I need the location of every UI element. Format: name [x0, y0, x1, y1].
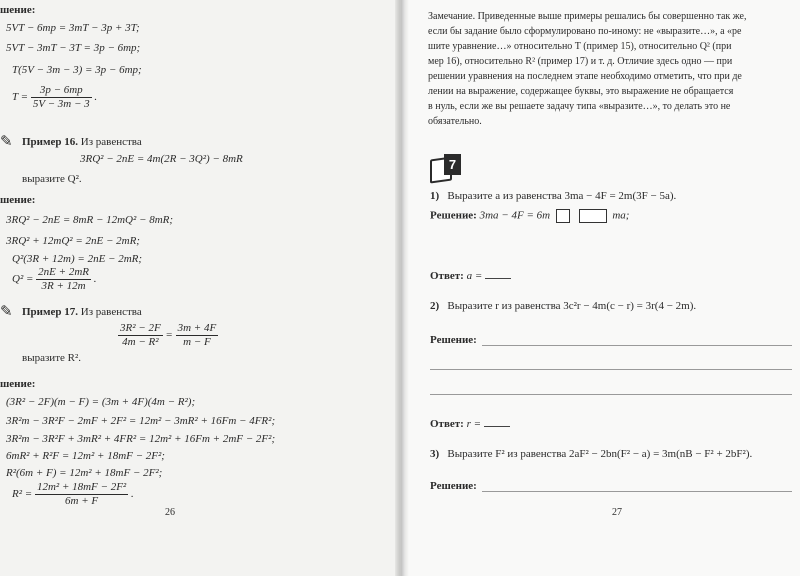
result-lhs: T =	[12, 91, 29, 104]
exercise-number: 2)	[430, 300, 440, 312]
answer-box[interactable]	[579, 209, 607, 223]
solution-label: Решение:	[430, 209, 477, 222]
result-lhs: R² =	[12, 488, 33, 501]
exercise-1-solution	[430, 209, 629, 223]
exercise-2-answer	[430, 416, 510, 431]
fraction-denominator: 4m − R²	[122, 336, 159, 348]
solution-line: 5VT − 6mp = 3mT − 3p + 3T;	[6, 22, 140, 34]
solution-result	[12, 84, 97, 111]
solution-text: 3ma − 4F = 6m	[479, 209, 551, 222]
answer-line[interactable]	[430, 394, 792, 395]
solution-line: 3RQ² − 2nE = 8mR − 12mQ² − 8mR;	[6, 214, 174, 226]
exercise-number: 1)	[430, 190, 440, 202]
solution-line: 3R²m − 3R²F − 2mF + 2F² = 12m² − 3mR² + 16Fm − 4FR²;	[6, 415, 276, 427]
fraction-numerator: 12m² + 18mF − 2F²	[36, 481, 127, 493]
equation-lhs-fraction	[118, 322, 163, 349]
example-17-heading	[22, 306, 142, 319]
solution-line: R²(6m + F) = 12m² + 18mF − 2F²;	[6, 467, 163, 479]
note-line: если бы задание было сформулировано по-иному: не «выразите…», а «ре	[428, 26, 742, 37]
result-end: .	[94, 91, 98, 104]
example-text: Из равенства	[80, 136, 142, 148]
solution-line: 3R²m − 3R²F + 3mR² + 4FR² = 12m² + 16Fm + 2mF − 2F²;	[6, 433, 276, 445]
solution-label: Решение:	[430, 334, 477, 346]
solution-line: 5VT − 3mT − 3T = 3p − 6mp;	[6, 42, 141, 54]
exercise-text: Выразите a из равенства 3ma − 4F = 2m(3F − 5a).	[447, 190, 677, 202]
answer-line[interactable]	[482, 491, 792, 492]
solution-line: 6mR² + R²F = 12m² + 18mF − 2F²;	[6, 450, 165, 462]
result-fraction	[31, 84, 92, 111]
fraction-denominator: m − F	[183, 336, 211, 348]
example-task: выразите R².	[22, 352, 82, 364]
exercise-1-answer	[430, 268, 511, 283]
note-line: шите уравнение…» относительно T (пример 15), относительно Q² (при	[428, 41, 732, 52]
task-number: 7	[444, 154, 461, 175]
example-equation: 3RQ² − 2nE = 4m(2R − 3Q²) − 8mR	[80, 153, 243, 165]
note-line: в нуль, если же вы решаете задачу типа «выразите…», то делать это не	[428, 101, 731, 112]
right-page	[400, 0, 800, 576]
fraction-denominator: 3R + 12m	[41, 280, 86, 292]
example-16-heading	[22, 136, 142, 149]
example-title: Пример 17.	[22, 306, 79, 318]
answer-blank[interactable]	[485, 268, 511, 279]
pencil-icon: ✎	[0, 304, 13, 320]
note-line: обязательно.	[428, 116, 482, 127]
fraction-numerator: 3m + 4F	[177, 322, 217, 334]
fraction-numerator: 2nE + 2mR	[38, 266, 89, 278]
exercise-text: Выразите r из равенства 3c²r − 4m(c − r) = 3r(4 − 2m).	[447, 300, 697, 312]
answer-blank[interactable]	[484, 416, 510, 427]
solution-tail: ma;	[612, 209, 630, 222]
book-gutter	[395, 0, 409, 576]
example-title: Пример 16.	[22, 136, 79, 148]
exercise-2	[430, 300, 696, 313]
note-line: Замечание. Приведенные выше примеры решались бы совершенно так же,	[428, 11, 747, 22]
pencil-icon: ✎	[0, 134, 13, 150]
answer-variable: a =	[466, 270, 483, 282]
solution-heading: шение:	[0, 4, 36, 16]
solution-line: 3RQ² + 12mQ² = 2nE − 2mR;	[6, 235, 140, 247]
solution-result	[12, 266, 96, 293]
answer-line[interactable]	[430, 369, 792, 370]
solution-line: Q²(3R + 12m) = 2nE − 2mR;	[12, 253, 143, 265]
solution-result	[12, 481, 134, 508]
answer-box[interactable]	[556, 209, 570, 223]
solution-heading: шение:	[0, 378, 36, 390]
exercise-3	[430, 448, 752, 461]
result-fraction	[35, 481, 128, 508]
example-text: Из равенства	[80, 306, 142, 318]
note-line: решении уравнения на последнем этапе необходимо отметить, что при де	[428, 71, 742, 82]
page-number: 27	[612, 507, 622, 518]
fraction-denominator: 6m + F	[65, 495, 99, 507]
result-fraction	[36, 266, 91, 293]
solution-line: (3R² − 2F)(m − F) = (3m + 4F)(4m − R²);	[6, 396, 196, 408]
equation-rhs-fraction	[176, 322, 219, 349]
fraction-denominator: 5V − 3m − 3	[32, 98, 90, 110]
answer-label: Ответ:	[430, 418, 464, 430]
equals-sign: =	[165, 329, 173, 342]
exercise-1	[430, 190, 676, 203]
example-equation	[118, 322, 218, 349]
exercise-text: Выразите F² из равенства 2aF² − 2bn(F² − a) = 3m(nB − F² + 2bF²).	[447, 448, 753, 460]
answer-variable: r =	[466, 418, 482, 430]
solution-line: T(5V − 3m − 3) = 3p − 6mp;	[12, 64, 142, 76]
note-line: лении на выражение, содержащее буквы, это выражение не обращается	[428, 86, 734, 97]
page-number: 26	[165, 507, 175, 518]
fraction-numerator: 3R² − 2F	[120, 322, 161, 334]
result-lhs: Q² =	[12, 273, 34, 286]
task-badge	[430, 154, 462, 180]
example-task: выразите Q².	[22, 173, 82, 185]
exercise-number: 3)	[430, 448, 440, 460]
solution-label: Решение:	[430, 480, 477, 492]
answer-label: Ответ:	[430, 270, 464, 282]
result-end: .	[93, 273, 97, 286]
answer-line[interactable]	[482, 345, 792, 346]
solution-heading: шение:	[0, 194, 36, 206]
fraction-numerator: 3p − 6mp	[31, 84, 92, 98]
result-end: .	[130, 488, 134, 501]
note-line: мер 16), относительно R² (пример 17) и т. д. Отличие здесь одно — при	[428, 56, 733, 67]
